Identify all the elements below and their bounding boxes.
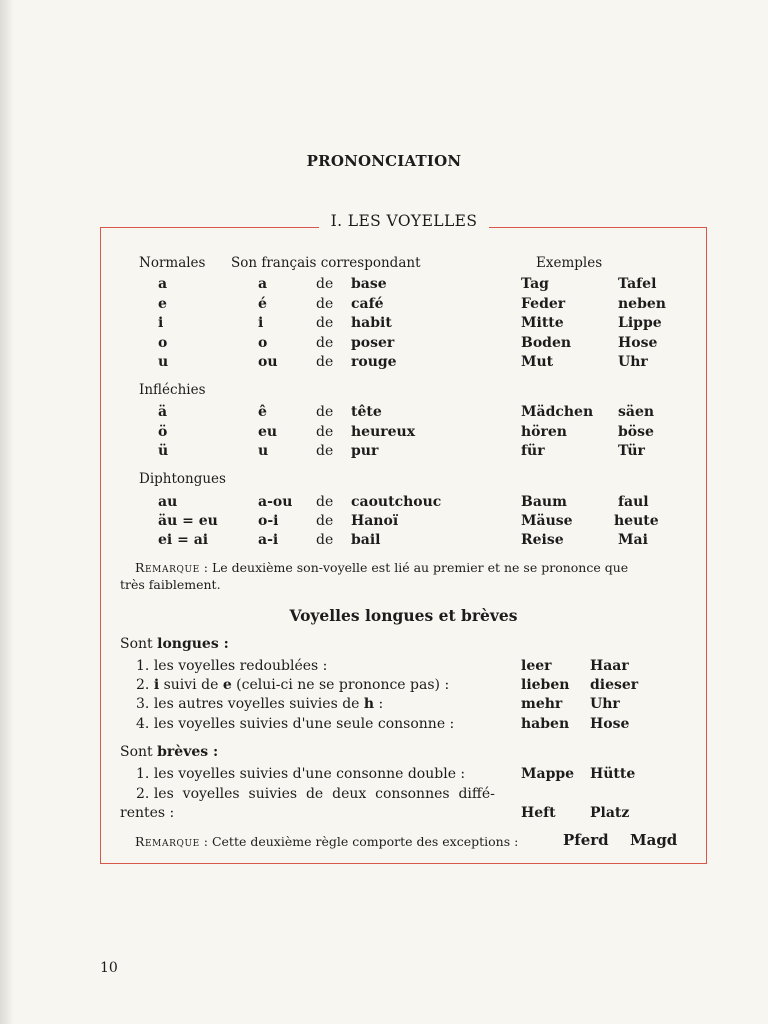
category-inflechies: Infléchies [139, 382, 206, 398]
rule-description-rest: : [374, 696, 384, 712]
french-sound: a [258, 276, 268, 292]
rule-bold-letter: i [153, 677, 160, 693]
example-2: böse [618, 424, 654, 440]
example-1: leer [521, 658, 552, 674]
example-1: mehr [521, 696, 563, 712]
vowel-letter: a [158, 276, 168, 292]
rule-description-rest: (celui-ci ne se prononce pas) : [231, 677, 450, 693]
example-2: Haar [590, 658, 629, 674]
de-word: de [316, 424, 334, 440]
french-word: Hanoï [351, 513, 399, 529]
remarque-label: Remarque [135, 834, 200, 849]
example-1: Mädchen [521, 404, 594, 420]
exception-example-1: Pferd [563, 831, 609, 849]
french-sound: o [258, 335, 268, 351]
vowel-letter: u [158, 354, 169, 370]
french-word: bail [351, 532, 381, 548]
vowel-letter: au [158, 494, 178, 510]
longues-prefix: Sont [120, 636, 158, 652]
example-1: Baum [521, 494, 567, 510]
rule-bold-letter: e [222, 677, 232, 693]
example-1: Boden [521, 335, 572, 351]
example-1: Mitte [521, 315, 564, 331]
example-1: Tag [521, 276, 549, 292]
section-title [0, 212, 768, 230]
example-2: Uhr [618, 354, 648, 370]
de-word: de [316, 443, 334, 459]
french-sound: a-i [258, 532, 279, 548]
page-number: 10 [100, 960, 118, 976]
example-1: Mäuse [521, 513, 573, 529]
category-diphtongues: Diphtongues [139, 471, 226, 487]
french-sound: u [258, 443, 269, 459]
rule-number: 4. [136, 716, 150, 732]
french-word: pur [351, 443, 379, 459]
vowel-letter: e [158, 296, 167, 312]
de-word: de [316, 354, 334, 370]
rule-description: les voyelles suivies d'une seule consonne : [153, 716, 455, 732]
example-2: Mai [618, 532, 648, 548]
example-2: Tafel [618, 276, 657, 292]
example-2: säen [618, 404, 655, 420]
subsection-title: Voyelles longues et brèves [289, 606, 518, 625]
french-sound: ê [258, 404, 267, 420]
remarque-continuation: très faiblement. [120, 577, 221, 592]
example-1: haben [521, 716, 570, 732]
french-word: habit [351, 315, 392, 331]
de-word: de [316, 276, 334, 292]
french-word: café [351, 296, 384, 312]
example-2: Uhr [590, 696, 620, 712]
remarque-text: : Le deuxième son-voyelle est lié au premier et ne se prononce que [199, 560, 629, 575]
example-2: Hütte [590, 766, 636, 782]
french-word: heureux [351, 424, 416, 440]
rule-description: les voyelles suivies de deux consonnes diffé- [153, 786, 495, 802]
french-word: tête [351, 404, 382, 420]
vowel-letter: äu = eu [158, 513, 218, 529]
breves-word: brèves [157, 744, 209, 760]
vowel-letter: ei = ai [158, 532, 209, 548]
de-word: de [316, 335, 334, 351]
french-sound: o-i [258, 513, 279, 529]
example-2: Platz [590, 805, 630, 821]
rule-number: 1. [136, 658, 150, 674]
french-sound: i [258, 315, 264, 331]
rule-number: 2. [136, 677, 150, 693]
example-2: neben [618, 296, 666, 312]
rule-number: 3. [136, 696, 150, 712]
rule-description: suivi de [159, 677, 223, 693]
rule-number: 1. [136, 766, 150, 782]
header-normales: Normales [139, 255, 206, 271]
french-word: base [351, 276, 387, 292]
french-word: poser [351, 335, 395, 351]
vowel-letter: ä [158, 404, 168, 420]
breves-heading [120, 744, 218, 760]
vowel-letter: i [158, 315, 164, 331]
french-sound: eu [258, 424, 278, 440]
vowel-letter: ü [158, 443, 169, 459]
example-2: Hose [618, 335, 658, 351]
example-2: faul [618, 494, 649, 510]
french-word: caoutchouc [351, 494, 442, 510]
rule-description: les autres voyelles suivies de [153, 696, 364, 712]
vowel-letter: o [158, 335, 168, 351]
longues-word: longues [157, 636, 219, 652]
example-1: hören [521, 424, 567, 440]
example-1: Heft [521, 805, 556, 821]
example-1: Mut [521, 354, 554, 370]
de-word: de [316, 404, 334, 420]
exception-example-2: Magd [630, 831, 678, 849]
de-word: de [316, 296, 334, 312]
rule-number: 2. [136, 786, 150, 802]
longues-heading [120, 636, 229, 652]
de-word: de [316, 513, 334, 529]
french-sound: ou [258, 354, 278, 370]
rule-description: les voyelles suivies d'une consonne double : [153, 766, 466, 782]
rule-description: les voyelles redoublées : [153, 658, 328, 674]
example-2: heute [614, 513, 659, 529]
remarque-text: : Cette deuxième règle comporte des exceptions : [199, 834, 519, 849]
section-title-text: I. LES VOYELLES [319, 212, 490, 230]
de-word: de [316, 315, 334, 331]
example-1: für [521, 443, 545, 459]
example-2: Hose [590, 716, 630, 732]
breves-suffix: : [208, 744, 219, 760]
rule-continuation: rentes : [120, 805, 175, 821]
header-son-francais: Son français correspondant [231, 255, 421, 271]
rule-text [136, 658, 327, 674]
rule-text [136, 696, 383, 712]
example-1: Reise [521, 532, 564, 548]
header-exemples: Exemples [536, 255, 603, 271]
example-2: dieser [590, 677, 639, 693]
rule-text [136, 786, 495, 802]
remarque-note-2 [135, 834, 518, 849]
rule-text [136, 766, 465, 782]
de-word: de [316, 494, 334, 510]
breves-prefix: Sont [120, 744, 158, 760]
rule-text [136, 677, 449, 693]
example-1: Mappe [521, 766, 575, 782]
example-1: Feder [521, 296, 566, 312]
longues-suffix: : [218, 636, 229, 652]
french-sound: é [258, 296, 267, 312]
example-2: Tür [618, 443, 645, 459]
vowel-letter: ö [158, 424, 168, 440]
french-sound: a-ou [258, 494, 293, 510]
remarque-label: Remarque [135, 560, 200, 575]
de-word: de [316, 532, 334, 548]
example-2: Lippe [618, 315, 662, 331]
example-1: lieben [521, 677, 570, 693]
rule-text [136, 716, 454, 732]
rule-bold-letter: h [363, 696, 375, 712]
remarque-note [135, 560, 628, 575]
page-title: PRONONCIATION [306, 152, 462, 170]
french-word: rouge [351, 354, 397, 370]
